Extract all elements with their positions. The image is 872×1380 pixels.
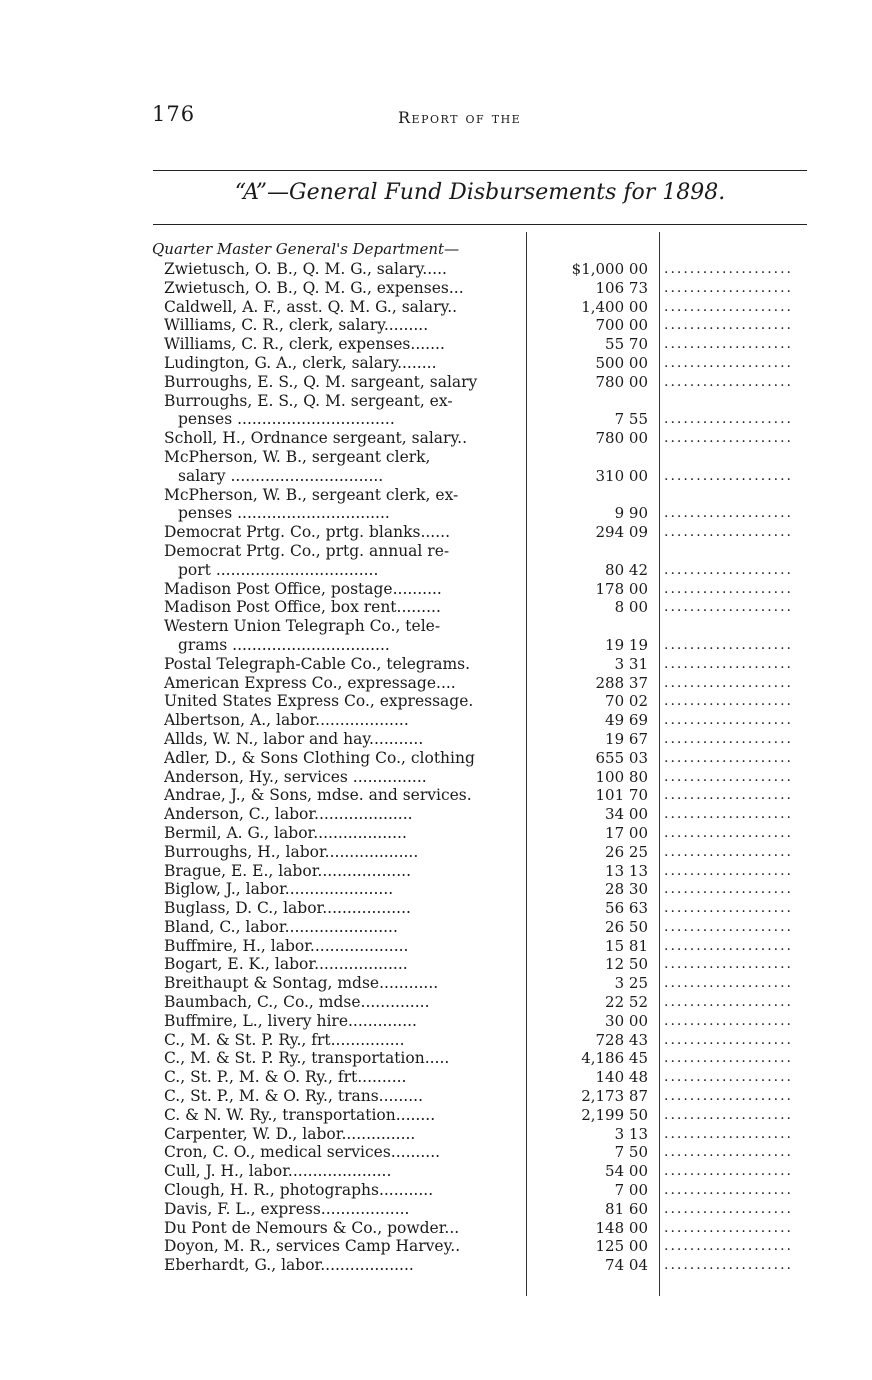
amount: 74 04 bbox=[605, 1256, 648, 1275]
table-row bbox=[150, 1087, 820, 1106]
payee-description: Adler, D., & Sons Clothing Co., clothing bbox=[164, 748, 475, 767]
payee-description: Zwietusch, O. B., Q. M. G., salary..... bbox=[164, 260, 447, 278]
payee-description: penses ................................ bbox=[178, 410, 395, 429]
dot-leader: .................... bbox=[664, 373, 794, 390]
payee-description: American Express Co., expressage.... bbox=[164, 673, 456, 692]
amount: 55 70 bbox=[605, 335, 648, 354]
dot-leader: .................... bbox=[664, 1012, 794, 1029]
amount: 26 25 bbox=[605, 842, 648, 861]
dot-leader: .................... bbox=[664, 1238, 794, 1255]
table-row bbox=[150, 1237, 820, 1256]
dot-leader: .................... bbox=[664, 674, 794, 691]
amount: 3 31 bbox=[614, 654, 648, 673]
payee-description: Ludington, G. A., clerk, salary........ bbox=[164, 353, 437, 372]
table-row bbox=[150, 786, 820, 805]
table-row bbox=[150, 655, 820, 674]
dot-leader: .................... bbox=[664, 467, 794, 484]
dot-leader: .................... bbox=[664, 1069, 794, 1086]
dot-leader: .................... bbox=[664, 1182, 794, 1199]
payee-description: Du Pont de Nemours & Co., powder... bbox=[164, 1218, 460, 1237]
dot-leader: .................... bbox=[664, 862, 794, 879]
amount: 148 00 bbox=[595, 1218, 648, 1237]
dot-leader: .................... bbox=[664, 261, 794, 277]
payee-description: Breithaupt & Sontag, mdse............ bbox=[164, 974, 439, 993]
disbursement-rows bbox=[150, 260, 820, 1275]
table-row bbox=[150, 749, 820, 768]
dot-leader: .................... bbox=[664, 1050, 794, 1067]
amount: 9 90 bbox=[614, 504, 648, 523]
amount: 310 00 bbox=[595, 466, 648, 485]
table-title: “A”—General Fund Disbursements for 1898. bbox=[234, 180, 726, 205]
payee-description: Bermil, A. G., labor................... bbox=[164, 823, 407, 842]
payee-description: Williams, C. R., clerk, expenses....... bbox=[164, 335, 445, 354]
dot-leader: .................... bbox=[664, 1088, 794, 1105]
amount: 1,400 00 bbox=[581, 297, 648, 316]
dot-leader: .................... bbox=[664, 1125, 794, 1142]
table-row bbox=[150, 1068, 820, 1087]
dot-leader: .................... bbox=[664, 937, 794, 954]
table-row bbox=[150, 730, 820, 749]
table-row bbox=[150, 1125, 820, 1144]
amount: 54 00 bbox=[605, 1162, 648, 1181]
table-row bbox=[150, 993, 820, 1012]
table-row bbox=[150, 392, 820, 411]
payee-description: Caldwell, A. F., asst. Q. M. G., salary.. bbox=[164, 297, 458, 316]
dot-leader: .................... bbox=[664, 693, 794, 710]
dot-leader: .................... bbox=[664, 298, 794, 315]
dot-leader: .................... bbox=[664, 994, 794, 1011]
amount: 26 50 bbox=[605, 917, 648, 936]
amount: 294 09 bbox=[595, 523, 648, 542]
dot-leader: .................... bbox=[664, 430, 794, 447]
dot-leader: .................... bbox=[664, 712, 794, 729]
amount: 101 70 bbox=[595, 786, 648, 805]
payee-description: Albertson, A., labor................... bbox=[164, 711, 409, 730]
dot-leader: .................... bbox=[664, 956, 794, 973]
dot-leader: .................... bbox=[664, 843, 794, 860]
table-row bbox=[150, 486, 820, 505]
payee-description: Carpenter, W. D., labor............... bbox=[164, 1124, 416, 1143]
amount: 780 00 bbox=[595, 372, 648, 391]
payee-description: Andrae, J., & Sons, mdse. and services. bbox=[164, 786, 472, 805]
amount: 34 00 bbox=[605, 805, 648, 824]
table-row bbox=[150, 711, 820, 730]
dot-leader: .................... bbox=[664, 411, 794, 428]
table-row bbox=[150, 768, 820, 787]
payee-description: Scholl, H., Ordnance sergeant, salary.. bbox=[164, 429, 467, 448]
payee-description: Brague, E. E., labor................... bbox=[164, 861, 412, 880]
dot-leader: .................... bbox=[664, 1219, 794, 1236]
amount: 80 42 bbox=[605, 560, 648, 579]
dot-leader: .................... bbox=[664, 1106, 794, 1123]
payee-description: grams ................................ bbox=[178, 635, 390, 654]
amount: 288 37 bbox=[595, 673, 648, 692]
dot-leader: .................... bbox=[664, 900, 794, 917]
amount: 700 00 bbox=[595, 316, 648, 335]
payee-description: Postal Telegraph-Cable Co., telegrams. bbox=[164, 654, 471, 673]
payee-description: Cull, J. H., labor..................... bbox=[164, 1162, 392, 1181]
payee-description: Biglow, J., labor...................... bbox=[164, 880, 394, 899]
amount: 500 00 bbox=[595, 353, 648, 372]
amount: 4,186 45 bbox=[581, 1049, 648, 1068]
payee-description: Madison Post Office, postage.......... bbox=[164, 579, 442, 598]
amount: 178 00 bbox=[595, 579, 648, 598]
amount: 81 60 bbox=[605, 1199, 648, 1218]
table-row bbox=[150, 542, 820, 561]
dot-leader: .................... bbox=[664, 881, 794, 898]
table-row bbox=[150, 1143, 820, 1162]
payee-description: Williams, C. R., clerk, salary......... bbox=[164, 316, 429, 335]
dot-leader: .................... bbox=[664, 1200, 794, 1217]
table-row bbox=[150, 880, 820, 899]
payee-description: Buffmire, L., livery hire.............. bbox=[164, 1011, 417, 1030]
payee-description: port ................................. bbox=[178, 560, 379, 579]
amount: 3 13 bbox=[614, 1124, 648, 1143]
dot-leader: .................... bbox=[664, 336, 794, 353]
payee-description: salary ............................... bbox=[178, 466, 384, 485]
amount: 7 50 bbox=[614, 1143, 648, 1162]
dot-leader: .................... bbox=[664, 1257, 794, 1274]
payee-description: Zwietusch, O. B., Q. M. G., expenses... bbox=[164, 278, 464, 297]
table-row bbox=[150, 298, 820, 317]
amount: 70 02 bbox=[605, 692, 648, 711]
dot-leader: .................... bbox=[664, 806, 794, 823]
dot-leader: .................... bbox=[664, 599, 794, 616]
payee-description: Anderson, C., labor.................... bbox=[164, 805, 413, 824]
table-row bbox=[150, 674, 820, 693]
payee-description: Eberhardt, G., labor................... bbox=[164, 1256, 414, 1275]
payee-description: Clough, H. R., photographs........... bbox=[164, 1181, 434, 1200]
table-row bbox=[150, 955, 820, 974]
payee-description: Cron, C. O., medical services.......... bbox=[164, 1143, 441, 1162]
table-row bbox=[150, 1106, 820, 1125]
dot-leader: .................... bbox=[664, 655, 794, 672]
dot-leader: .................... bbox=[664, 1144, 794, 1161]
payee-description: Allds, W. N., labor and hay........... bbox=[164, 729, 424, 748]
table-row bbox=[150, 335, 820, 354]
amount: 2,173 87 bbox=[581, 1087, 648, 1106]
table-row-continuation bbox=[150, 467, 820, 486]
table-row bbox=[150, 373, 820, 392]
payee-description: Western Union Telegraph Co., tele- bbox=[164, 617, 441, 636]
payee-description: Burroughs, E. S., Q. M. sergeant, ex- bbox=[164, 391, 453, 410]
table-row bbox=[150, 260, 820, 279]
amount: 780 00 bbox=[595, 429, 648, 448]
payee-description: Madison Post Office, box rent......... bbox=[164, 598, 441, 617]
amount: 19 19 bbox=[605, 635, 648, 654]
payee-description: Bogart, E. K., labor................... bbox=[164, 955, 408, 974]
dot-leader: .................... bbox=[664, 279, 794, 296]
payee-description: Anderson, Hy., services ............... bbox=[164, 767, 427, 786]
table-row bbox=[150, 918, 820, 937]
payee-description: C. & N. W. Ry., transportation........ bbox=[164, 1105, 436, 1124]
table-row bbox=[150, 824, 820, 843]
dot-leader: .................... bbox=[664, 636, 794, 653]
amount: 8 00 bbox=[614, 598, 648, 617]
amount: 100 80 bbox=[595, 767, 648, 786]
table-row-continuation bbox=[150, 504, 820, 523]
amount: 28 30 bbox=[605, 880, 648, 899]
amount: 7 00 bbox=[614, 1181, 648, 1200]
payee-description: C., St. P., M. & O. Ry., frt.......... bbox=[164, 1068, 407, 1087]
dot-leader: .................... bbox=[664, 505, 794, 522]
table-row bbox=[150, 1031, 820, 1050]
payee-description: Democrat Prtg. Co., prtg. annual re- bbox=[164, 541, 450, 560]
title-rule-top bbox=[153, 170, 807, 171]
dot-leader: .................... bbox=[664, 918, 794, 935]
title-rule-bottom bbox=[153, 224, 807, 225]
table-row bbox=[150, 279, 820, 298]
table-row bbox=[150, 974, 820, 993]
table-row bbox=[150, 1162, 820, 1181]
dot-leader: .................... bbox=[664, 749, 794, 766]
amount: 7 55 bbox=[614, 410, 648, 429]
dot-leader: .................... bbox=[664, 975, 794, 992]
amount: 15 81 bbox=[605, 936, 648, 955]
amount: 49 69 bbox=[605, 711, 648, 730]
dot-leader: .................... bbox=[664, 768, 794, 785]
payee-description: Buffmire, H., labor.................... bbox=[164, 936, 409, 955]
payee-description: Democrat Prtg. Co., prtg. blanks...... bbox=[164, 523, 451, 542]
dot-leader: .................... bbox=[664, 561, 794, 578]
payee-description: McPherson, W. B., sergeant clerk, ex- bbox=[164, 485, 459, 504]
amount: 22 52 bbox=[605, 993, 648, 1012]
dot-leader: .................... bbox=[664, 524, 794, 541]
dot-leader: .................... bbox=[664, 317, 794, 334]
table-row-continuation bbox=[150, 636, 820, 655]
amount: 13 13 bbox=[605, 861, 648, 880]
table-row bbox=[150, 598, 820, 617]
amount: 56 63 bbox=[605, 899, 648, 918]
table-row bbox=[150, 1200, 820, 1219]
table-row-continuation bbox=[150, 561, 820, 580]
payee-description: C., St. P., M. & O. Ry., trans......... bbox=[164, 1087, 423, 1106]
table-row bbox=[150, 899, 820, 918]
amount: 2,199 50 bbox=[581, 1105, 648, 1124]
amount: 655 03 bbox=[595, 748, 648, 767]
payee-description: Buglass, D. C., labor.................. bbox=[164, 899, 411, 918]
payee-description: Burroughs, H., labor................... bbox=[164, 842, 419, 861]
amount: 12 50 bbox=[605, 955, 648, 974]
table-row bbox=[150, 1256, 820, 1275]
payee-description: penses ............................... bbox=[178, 504, 390, 523]
table-row bbox=[150, 1049, 820, 1068]
table-row bbox=[150, 617, 820, 636]
section-heading: Quarter Master General's Department— bbox=[152, 240, 460, 258]
table-row bbox=[150, 862, 820, 881]
table-row bbox=[150, 429, 820, 448]
payee-description: McPherson, W. B., sergeant clerk, bbox=[164, 447, 431, 466]
table-row bbox=[150, 692, 820, 711]
payee-description: United States Express Co., expressage. bbox=[164, 692, 474, 711]
table-row bbox=[150, 523, 820, 542]
dot-leader: .................... bbox=[664, 580, 794, 597]
payee-description: Baumbach, C., Co., mdse.............. bbox=[164, 993, 430, 1012]
payee-description: Bland, C., labor....................... bbox=[164, 917, 398, 936]
table-row bbox=[150, 448, 820, 467]
running-head: Report of the bbox=[398, 108, 522, 127]
table-row bbox=[150, 843, 820, 862]
dot-leader: .................... bbox=[664, 730, 794, 747]
amount: 3 25 bbox=[614, 974, 648, 993]
table-row bbox=[150, 1012, 820, 1031]
table-row bbox=[150, 1181, 820, 1200]
table-row bbox=[150, 805, 820, 824]
table-row bbox=[150, 580, 820, 599]
dot-leader: .................... bbox=[664, 1031, 794, 1048]
amount: 19 67 bbox=[605, 729, 648, 748]
dot-leader: .................... bbox=[664, 824, 794, 841]
dot-leader: .................... bbox=[664, 1163, 794, 1180]
amount: 728 43 bbox=[595, 1030, 648, 1049]
payee-description: C., M. & St. P. Ry., transportation..... bbox=[164, 1049, 450, 1068]
amount: 17 00 bbox=[605, 823, 648, 842]
page-number: 176 bbox=[152, 102, 196, 126]
amount: 140 48 bbox=[595, 1068, 648, 1087]
table-row bbox=[150, 1219, 820, 1238]
payee-description: Davis, F. L., express.................. bbox=[164, 1199, 410, 1218]
payee-description: Burroughs, E. S., Q. M. sargeant, salary bbox=[164, 372, 478, 391]
table-row-continuation bbox=[150, 410, 820, 429]
table-row bbox=[150, 354, 820, 373]
table-row bbox=[150, 316, 820, 335]
payee-description: Doyon, M. R., services Camp Harvey.. bbox=[164, 1237, 461, 1256]
amount: 30 00 bbox=[605, 1011, 648, 1030]
payee-description: C., M. & St. P. Ry., frt............... bbox=[164, 1030, 405, 1049]
table-row bbox=[150, 937, 820, 956]
dot-leader: .................... bbox=[664, 787, 794, 804]
amount: $1,000 00 bbox=[571, 260, 648, 278]
amount: 106 73 bbox=[595, 278, 648, 297]
amount: 125 00 bbox=[595, 1237, 648, 1256]
dot-leader: .................... bbox=[664, 354, 794, 371]
